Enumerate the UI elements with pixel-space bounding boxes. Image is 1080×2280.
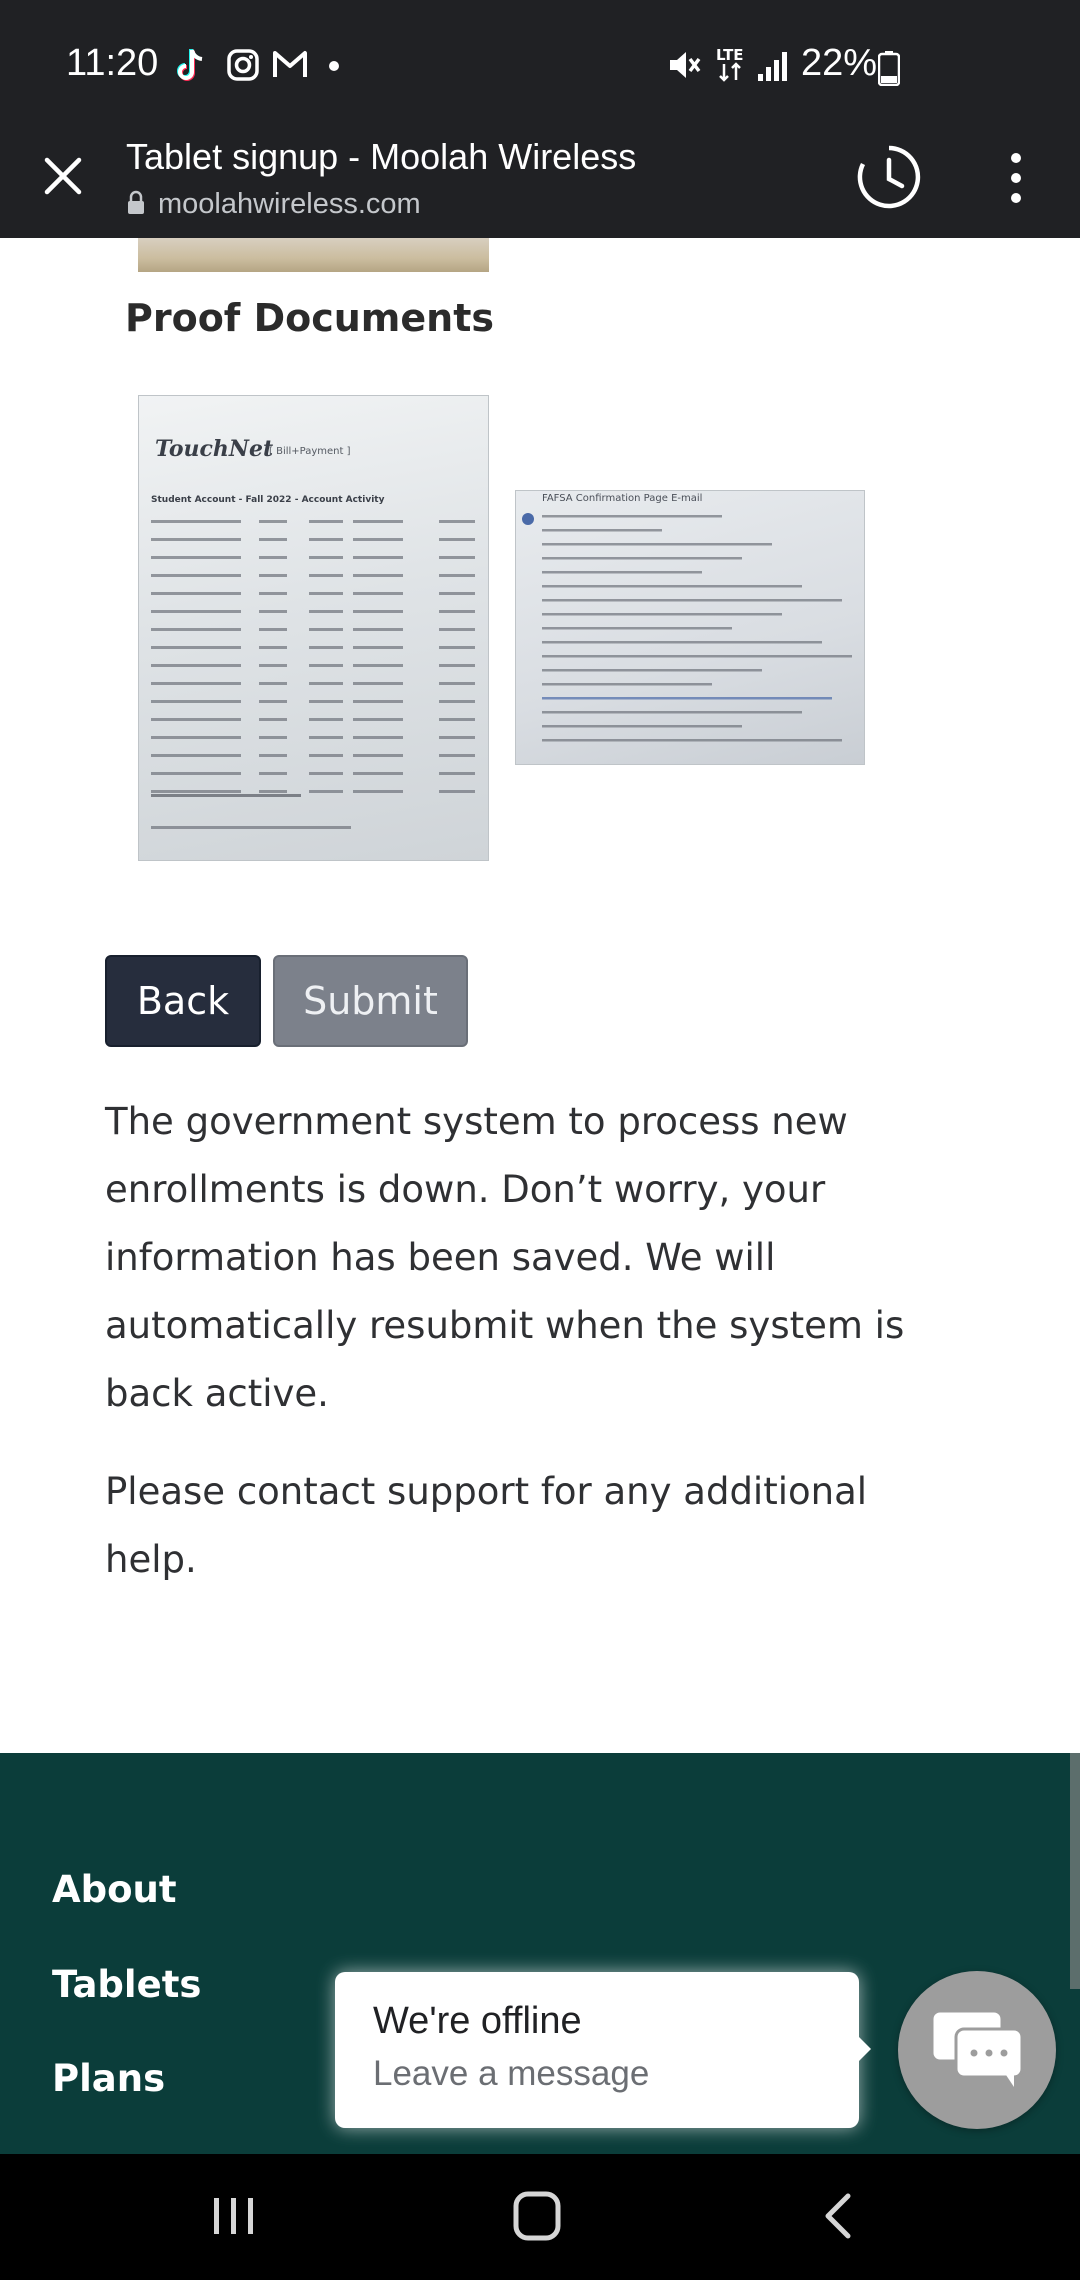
printed-line [542, 711, 802, 714]
history-icon[interactable] [856, 144, 922, 210]
proof-heading: Proof Documents [125, 296, 494, 340]
document-thumbnail-statement[interactable] [138, 395, 489, 861]
printed-line [151, 826, 351, 829]
printed-line [439, 592, 475, 595]
home-icon[interactable] [512, 2190, 562, 2242]
status-time: 11:20 [66, 42, 159, 84]
printed-line [259, 754, 287, 757]
document-thumbnail-fafsa[interactable] [515, 490, 865, 765]
printed-line [151, 610, 241, 613]
printed-line [259, 700, 287, 703]
printed-line [151, 646, 241, 649]
statement-tag: [ Bill+Payment ] [269, 446, 351, 457]
printed-line [151, 790, 241, 793]
printed-line [151, 592, 241, 595]
printed-line [259, 610, 287, 613]
printed-line [353, 628, 403, 631]
printed-line [259, 790, 287, 793]
printed-line [151, 754, 241, 757]
printed-line [309, 574, 343, 577]
printed-line [259, 664, 287, 667]
printed-line [353, 718, 403, 721]
gmail-icon [272, 48, 308, 80]
printed-line [439, 682, 475, 685]
printed-line [309, 664, 343, 667]
printed-line [151, 574, 241, 577]
printed-line [353, 520, 403, 523]
svg-text:LTE: LTE [716, 46, 744, 64]
printed-line [309, 790, 343, 793]
printed-line [353, 736, 403, 739]
printed-line [309, 628, 343, 631]
printed-line [259, 772, 287, 775]
printed-line [353, 538, 403, 541]
tiktok-icon [176, 48, 210, 84]
close-icon[interactable] [41, 154, 85, 198]
printed-line [309, 772, 343, 775]
printed-line [259, 574, 287, 577]
printed-line [259, 736, 287, 739]
submit-button[interactable]: Submit [273, 955, 468, 1047]
statement-brand: TouchNet [155, 436, 274, 462]
printed-line [542, 613, 782, 616]
printed-line [439, 556, 475, 559]
printed-line [309, 610, 343, 613]
printed-line [151, 718, 241, 721]
back-button[interactable]: Back [105, 955, 261, 1047]
printed-line [309, 556, 343, 559]
printed-line [353, 790, 403, 793]
chat-subtitle: Leave a message [373, 2054, 650, 2093]
scrollbar[interactable] [1070, 1753, 1080, 1989]
printed-line [439, 538, 475, 541]
back-nav-icon[interactable] [820, 2192, 856, 2240]
printed-line [439, 754, 475, 757]
printed-line [259, 628, 287, 631]
printed-line [353, 646, 403, 649]
chat-title: We're offline [373, 2000, 582, 2042]
printed-line [353, 592, 403, 595]
printed-line [309, 754, 343, 757]
printed-line [542, 697, 832, 700]
printed-line [439, 700, 475, 703]
printed-line [309, 538, 343, 541]
printed-line [151, 794, 301, 797]
statement-subtitle: Student Account - Fall 2022 - Account Activity [151, 495, 385, 505]
printed-line [353, 664, 403, 667]
printed-line [353, 610, 403, 613]
signal-icon [756, 50, 790, 82]
printed-line [309, 520, 343, 523]
printed-line [542, 683, 712, 686]
footer-link-about[interactable]: About [52, 1868, 177, 1911]
lte-icon [714, 44, 748, 84]
more-options-icon[interactable] [1004, 150, 1028, 206]
printed-line [439, 610, 475, 613]
chat-button[interactable] [898, 1971, 1056, 2129]
printed-line [439, 664, 475, 667]
printed-line [151, 772, 241, 775]
printed-line [542, 599, 842, 602]
recent-apps-icon[interactable] [210, 2192, 258, 2240]
printed-line [542, 529, 662, 532]
printed-line [309, 682, 343, 685]
printed-line [151, 664, 241, 667]
lock-icon [126, 190, 146, 216]
printed-line [259, 556, 287, 559]
previous-image [138, 238, 489, 272]
printed-line [353, 682, 403, 685]
chat-icon [930, 2009, 1026, 2091]
instagram-icon [226, 48, 260, 82]
printed-line [151, 700, 241, 703]
page-url[interactable]: moolahwireless.com [158, 188, 421, 220]
status-bar [0, 0, 1080, 128]
printed-line [353, 556, 403, 559]
printed-line [259, 646, 287, 649]
printed-line [542, 543, 772, 546]
printed-line [151, 556, 241, 559]
printed-line [542, 669, 762, 672]
printed-line [439, 628, 475, 631]
battery-icon [878, 50, 900, 86]
printed-line [353, 574, 403, 577]
battery-percent: 22% [801, 42, 878, 84]
footer-link-tablets[interactable]: Tablets [52, 1963, 202, 2006]
fafsa-image [516, 491, 865, 765]
printed-line [353, 700, 403, 703]
printed-line [542, 585, 802, 588]
printed-line [439, 646, 475, 649]
printed-line [439, 718, 475, 721]
system-nav-bar [0, 2154, 1080, 2280]
printed-line [309, 646, 343, 649]
printed-line [439, 736, 475, 739]
printed-line [259, 520, 287, 523]
printed-line [353, 754, 403, 757]
printed-line [151, 682, 241, 685]
printed-line [259, 592, 287, 595]
printed-line [309, 736, 343, 739]
browser-toolbar [0, 128, 1080, 238]
page-content [0, 238, 1080, 2154]
printed-line [151, 520, 241, 523]
dot-icon [328, 60, 340, 72]
printed-line [309, 718, 343, 721]
printed-line [259, 538, 287, 541]
enrollment-notice: The government system to process new enrollments is down. Don’t worry, your information has been saved. We will automatically resubmit when the system is back active. [105, 1100, 905, 1415]
printed-line [151, 628, 241, 631]
footer-link-plans[interactable]: Plans [52, 2057, 166, 2100]
printed-line [542, 725, 742, 728]
fafsa-title: FAFSA Confirmation Page E-mail [542, 493, 703, 504]
printed-line [439, 790, 475, 793]
printed-line [309, 592, 343, 595]
printed-line [542, 739, 842, 742]
printed-line [439, 520, 475, 523]
printed-line [542, 641, 822, 644]
page-title: Tablet signup - Moolah Wireless [126, 136, 637, 177]
printed-line [542, 655, 852, 658]
chat-bubble-tail [855, 2033, 871, 2065]
printed-line [151, 538, 241, 541]
printed-line [439, 772, 475, 775]
support-notice: Please contact support for any additional help. [105, 1470, 868, 1581]
mute-icon [666, 48, 702, 82]
printed-line [542, 557, 742, 560]
printed-line [542, 571, 702, 574]
chat-offline-bubble[interactable] [335, 1972, 859, 2128]
printed-line [151, 736, 241, 739]
printed-line [259, 682, 287, 685]
statement-image [139, 396, 489, 861]
printed-line [353, 772, 403, 775]
printed-line [439, 574, 475, 577]
printed-line [542, 627, 732, 630]
printed-line [259, 718, 287, 721]
printed-line [309, 700, 343, 703]
printed-line [542, 515, 722, 518]
